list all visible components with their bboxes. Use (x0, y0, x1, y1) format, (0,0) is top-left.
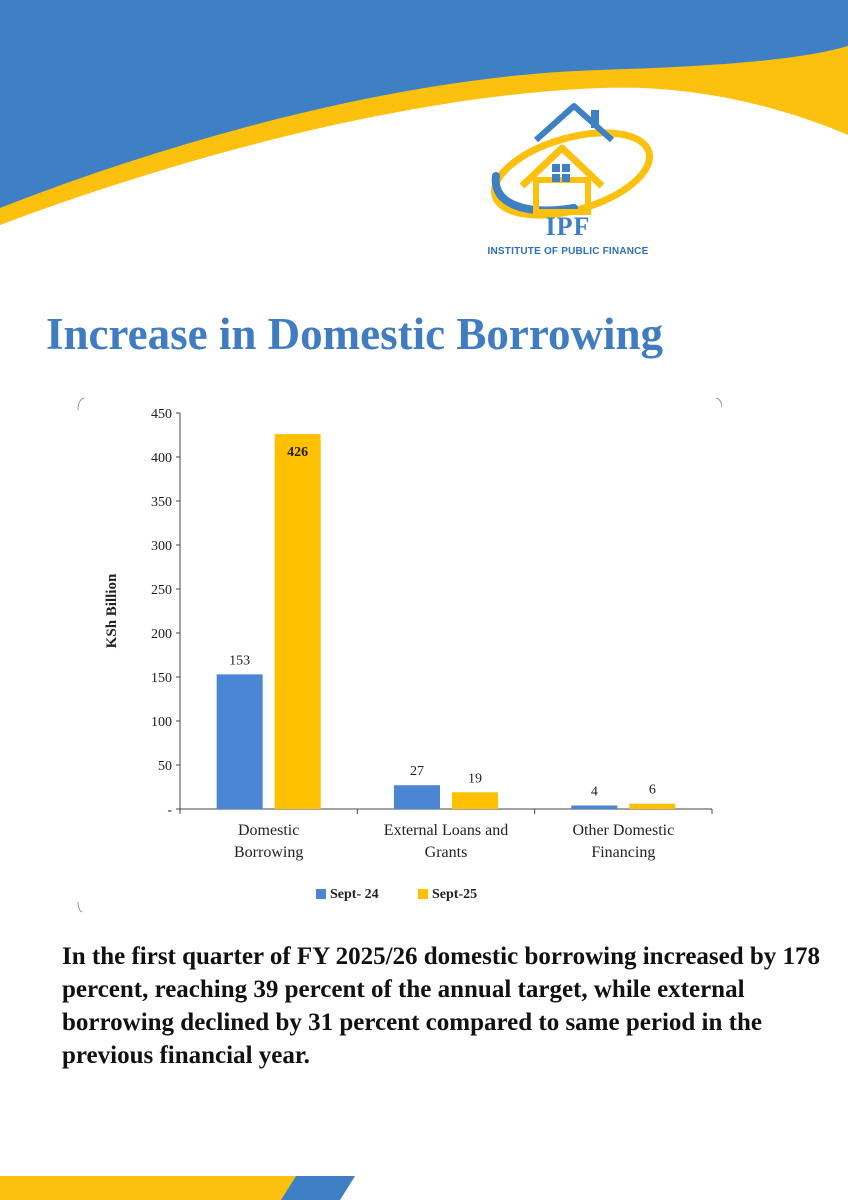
bar-chart (76, 396, 722, 916)
y-tick-label: 200 (151, 627, 172, 642)
x-tick-label: Domestic (238, 822, 300, 839)
y-tick-label: 150 (151, 671, 172, 686)
logo-abbr: IPF (545, 212, 591, 241)
x-tick-label: External Loans and (383, 822, 509, 839)
bar-sept-24-1 (394, 785, 440, 809)
x-tick-label: Financing (591, 844, 656, 861)
logo-text (486, 214, 650, 257)
bar-sept-25-0 (275, 434, 321, 809)
page-title: Increase in Domestic Borrowing (46, 309, 664, 359)
legend-label: Sept-25 (432, 887, 478, 902)
legend-swatch (316, 889, 326, 899)
logo-name: INSTITUTE OF PUBLIC FINANCE (487, 246, 649, 257)
x-tick-label: Borrowing (234, 844, 304, 861)
chart-corner-mark (78, 398, 84, 410)
x-tick-label: Other Domestic (572, 822, 675, 839)
logo-chimney (591, 110, 599, 128)
x-tick-label: Grants (424, 844, 468, 861)
bar-sept-24-0 (217, 674, 263, 809)
y-axis-label: KSh Billion (104, 573, 120, 649)
chart-corner-mark (78, 902, 82, 912)
y-tick-label: 100 (151, 715, 172, 730)
y-tick-label: 300 (151, 539, 172, 554)
y-tick-label: 400 (151, 451, 172, 466)
y-tick-label: 250 (151, 583, 172, 598)
y-tick-label: - (167, 803, 172, 818)
data-label: 19 (468, 771, 482, 787)
description-paragraph: In the first quarter of FY 2025/26 domestic borrowing increased by 178 percent, reaching 39 percent of the annual target, while external borrowing declined by 31 percent compared to same period in the previous financial year. (62, 943, 821, 1069)
bottom-stripe (0, 1176, 848, 1200)
bar-sept-24-2 (571, 805, 617, 809)
legend-swatch (418, 889, 428, 899)
data-label: 426 (287, 445, 309, 461)
data-label: 153 (229, 653, 251, 669)
data-label: 27 (410, 764, 424, 780)
top-banner (0, 0, 848, 300)
legend-label: Sept- 24 (330, 887, 379, 902)
bar-sept-25-1 (452, 792, 498, 809)
y-tick-label: 350 (151, 495, 172, 510)
y-tick-label: 50 (158, 759, 172, 774)
chart-corner-mark (716, 398, 722, 408)
data-label: 4 (590, 784, 598, 800)
data-label: 6 (648, 782, 656, 798)
bar-sept-25-2 (629, 804, 675, 809)
y-tick-label: 450 (151, 407, 172, 422)
